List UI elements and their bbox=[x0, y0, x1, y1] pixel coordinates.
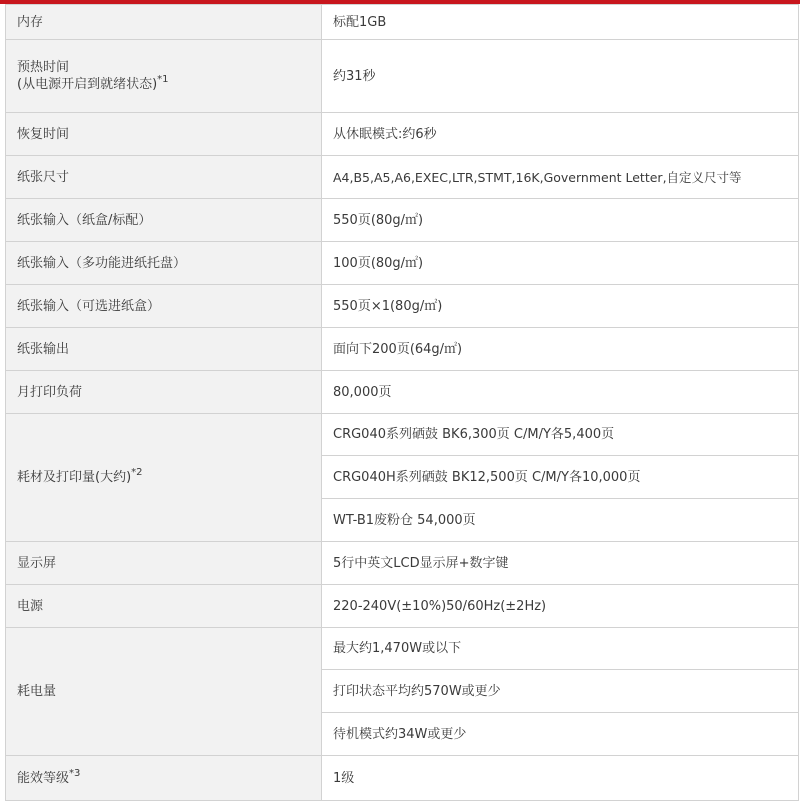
table-row bbox=[6, 285, 799, 328]
cell-text: 100页(80g/㎡) bbox=[333, 255, 424, 271]
cell-text: 80,000页 bbox=[333, 384, 392, 400]
spec-table bbox=[5, 4, 799, 801]
cell-text: 显示屏 bbox=[17, 555, 57, 571]
cell-text: 电源 bbox=[17, 598, 44, 614]
cell-text: 220-240V(±10%)50/60Hz(±2Hz) bbox=[333, 598, 547, 614]
row-value bbox=[322, 585, 799, 628]
cell-text: 5行中英文LCD显示屏+数字键 bbox=[333, 555, 509, 571]
row-value bbox=[322, 40, 799, 113]
row-value bbox=[322, 414, 799, 456]
row-value bbox=[322, 5, 799, 40]
footnote-marker: *3 bbox=[69, 767, 81, 779]
row-value bbox=[322, 628, 799, 670]
cell-text: 恢复时间 bbox=[17, 126, 70, 142]
footnote-marker: *2 bbox=[131, 467, 143, 478]
row-value bbox=[322, 113, 799, 156]
row-label bbox=[6, 113, 322, 156]
table-row bbox=[6, 113, 799, 156]
cell-text: CRG040H系列硒鼓 BK12,500页 C/M/Y各10,000页 bbox=[333, 469, 641, 485]
row-value bbox=[322, 328, 799, 371]
cell-text: 打印状态平均约570W或更少 bbox=[333, 683, 501, 699]
cell-text: 约31秒 bbox=[333, 68, 376, 84]
row-label bbox=[6, 285, 322, 328]
table-row bbox=[6, 5, 799, 40]
table-row bbox=[6, 199, 799, 242]
cell-text: 内存 bbox=[17, 14, 44, 30]
row-value bbox=[322, 499, 799, 542]
row-label bbox=[6, 542, 322, 585]
cell-text: 从休眠模式:约6秒 bbox=[333, 126, 437, 142]
cell-text: 月打印负荷 bbox=[17, 384, 83, 400]
row-label bbox=[6, 328, 322, 371]
label-main: 预热时间 bbox=[17, 60, 70, 75]
row-value bbox=[322, 371, 799, 414]
cell-text: 纸张输入（可选进纸盒） bbox=[17, 298, 161, 314]
row-value bbox=[322, 156, 799, 199]
cell-text: 纸张尺寸 bbox=[17, 169, 70, 185]
cell-text: 耗电量 bbox=[17, 684, 57, 699]
row-value bbox=[322, 285, 799, 328]
label-sub: (从电源开启到就绪状态) bbox=[17, 77, 158, 92]
row-value bbox=[322, 713, 799, 756]
table-row bbox=[6, 414, 799, 456]
row-value bbox=[322, 670, 799, 713]
row-value bbox=[322, 542, 799, 585]
label-main: 能效等级 bbox=[17, 770, 70, 786]
label-main: 耗材及打印量(大约) bbox=[17, 470, 132, 485]
table-row bbox=[6, 328, 799, 371]
row-label bbox=[6, 756, 322, 801]
table-row bbox=[6, 40, 799, 113]
table-row bbox=[6, 756, 799, 801]
table-row bbox=[6, 628, 799, 670]
cell-text: 纸张输出 bbox=[17, 341, 70, 357]
cell-text: 标配1GB bbox=[333, 14, 387, 30]
cell-text: 550页(80g/㎡) bbox=[333, 212, 424, 228]
cell-text: 待机模式约34W或更少 bbox=[333, 726, 467, 742]
row-value bbox=[322, 756, 799, 801]
cell-text: 纸张输入（多功能进纸托盘） bbox=[17, 255, 187, 271]
row-value bbox=[322, 456, 799, 499]
table-row bbox=[6, 542, 799, 585]
cell-text: 1级 bbox=[333, 770, 355, 786]
cell-text: 面向下200页(64g/㎡) bbox=[333, 341, 463, 357]
row-label bbox=[6, 414, 322, 542]
row-value bbox=[322, 199, 799, 242]
cell-text: WT-B1废粉仓 54,000页 bbox=[333, 512, 476, 528]
table-row bbox=[6, 242, 799, 285]
footnote-marker: *1 bbox=[157, 74, 169, 85]
row-label bbox=[6, 628, 322, 756]
row-label bbox=[6, 242, 322, 285]
row-label bbox=[6, 5, 322, 40]
table-row bbox=[6, 371, 799, 414]
row-label bbox=[6, 40, 322, 113]
cell-text: A4,B5,A5,A6,EXEC,LTR,STMT,16K,Government Letter,自定义尺寸等 bbox=[333, 169, 742, 185]
row-label bbox=[6, 156, 322, 199]
cell-text: 最大约1,470W或以下 bbox=[333, 641, 462, 656]
cell-text: CRG040系列硒鼓 BK6,300页 C/M/Y各5,400页 bbox=[333, 427, 615, 442]
row-label bbox=[6, 371, 322, 414]
cell-text: 纸张输入（纸盒/标配） bbox=[17, 212, 152, 228]
table-row bbox=[6, 585, 799, 628]
row-value bbox=[322, 242, 799, 285]
row-label bbox=[6, 199, 322, 242]
table-row bbox=[6, 156, 799, 199]
row-label bbox=[6, 585, 322, 628]
cell-text: 550页×1(80g/㎡) bbox=[333, 298, 443, 314]
